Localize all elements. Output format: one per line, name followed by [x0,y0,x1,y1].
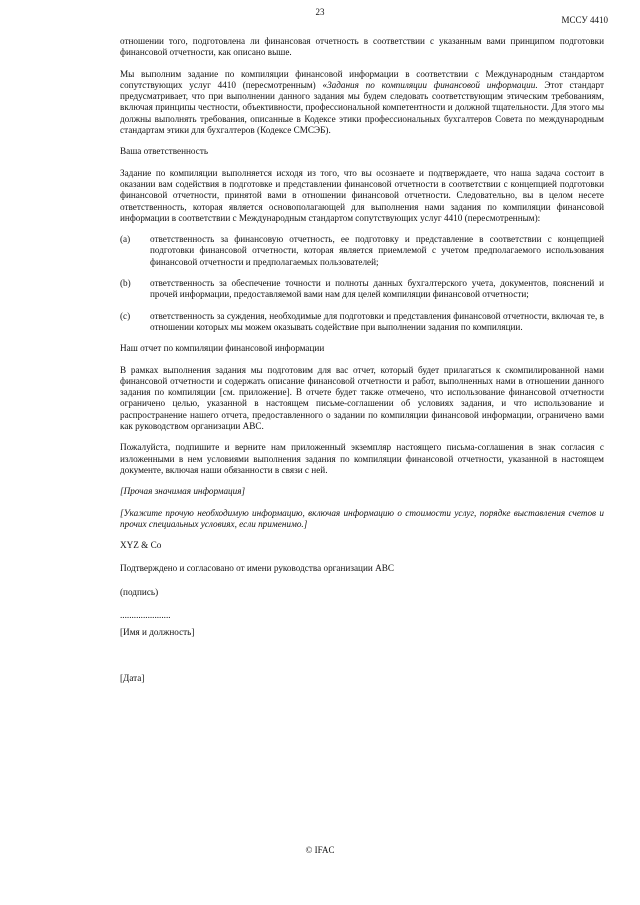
paragraph-responsibility: Задание по компиляции выполняется исходя из того, что вы осознаете и подтверждаете, что наша задача состоит в оказании вам содействия в подготовке и представлении финансовой отчетности в соответствии с концепцией подготовки финансовой отчетности, принятой вами в отношении финансовой отчетности. Следовательно, вы в целом несете ответственность, которая является основополагающей для выполнения нами задания по компиляции финансовой информации в соответствии с Международным стандартом сопутствующих услуг 4410 (пересмотренным): [120,167,604,223]
paragraph-standard-text-b: . Этот стандарт предусматривает, что при выполнении данного задания мы будем следовать соответствующим этическим требованиям, включая принципы честности, объективности, профессиональной компетентности и должной тщательности. Для этого мы должны выполнять требования, описанные в Кодексе этики профессиональных бухгалтеров Совета по международным стандартам этики для бухгалтеров (Кодексе СМСЭБ). [120,79,605,136]
list-item-text: ответственность за суждения, необходимые для подготовки и представления финансовой отчетности, включая те, в отношении которых мы можем оказывать содействие при выполнении задания по компиляции. [150,310,604,332]
list-marker: (b) [120,278,131,289]
paragraph-please-sign: Пожалуйста, подпишите и верните нам приложенный экземпляр настоящего письма-соглашения в знак согласия с изложенными в нем условиями выполнения задания по компиляции финансовой отчетности, указанной в настоящем документе, включая наши обязанности в связи с ней. [120,442,604,475]
signature-label: (подпись) [120,586,159,597]
confirmation-line: Подтверждено и согласовано от имени руководства организации ABC [120,563,394,574]
paragraph-standard-text-a: Мы выполним задание по компиляции финансовой информации в соответствии с Международным стандартом сопутствующих услуг 4410 (пересмотренным) « [120,68,604,90]
document-code: МССУ 4410 [561,15,608,25]
signature-dots: ...................... [120,609,171,620]
paragraph-report: В рамках выполнения задания мы подготовим для вас отчет, который будет прилагаться к скомпилированной нами финансовой отчетности и содержать описание финансовой отчетности и работ, выполненных нами в отношении данного задания по компиляции [см. приложение]. В отчете будет также отмечено, что использование финансовой отчетности ограничено целью, указанной в настоящем письме-соглашении об условиях задания, и что использование и распространение нашего отчета, предоставленного о задании по компиляции финансовой информации, ограничено вами как руководством организации ABC. [120,364,604,432]
name-title-placeholder: [Имя и должность] [120,627,195,638]
list-item-text: ответственность за финансовую отчетность, ее подготовку и представление в соответствии с концепцией подготовки финансовой отчетности, которая является приемлемой с учетом предполагаемого использования финансовой отчетности и предполагаемых пользователей; [150,234,604,267]
firm-name: XYZ & Co [120,540,162,551]
list-item [120,311,604,334]
document-body [120,36,604,696]
list-marker: (a) [120,234,131,245]
instruction-placeholder: [Укажите прочую необходимую информацию, включая информацию о стоимости услуг, порядке выставления счетов и прочих специальных условиях, если применимо.] [120,507,604,529]
list-item-text: ответственность за обеспечение точности и полноты данных бухгалтерского учета, документов, пояснений и прочей информации, предоставляемой вами нам для целей компиляции финансовой отчетности; [150,278,604,300]
standard-title: Задания по компиляции финансовой информации [327,79,536,90]
footer-copyright: © IFAC [305,845,335,855]
paragraph-standard [120,69,604,137]
heading-your-responsibility: Ваша ответственность [120,146,209,157]
page-number: 23 [315,7,325,17]
paragraph-continuation: отношении того, подготовлена ли финансовая отчетность в соответствии с указанным вами принципом подготовки финансовой отчетности, как описано выше. [120,36,604,58]
list-item [120,234,604,268]
date-placeholder: [Дата] [120,672,145,683]
list-item [120,278,604,301]
heading-compilation-report: Наш отчет по компиляции финансовой информации [120,343,325,354]
list-marker: (c) [120,310,131,321]
other-info-placeholder: [Прочая значимая информация] [120,486,246,497]
